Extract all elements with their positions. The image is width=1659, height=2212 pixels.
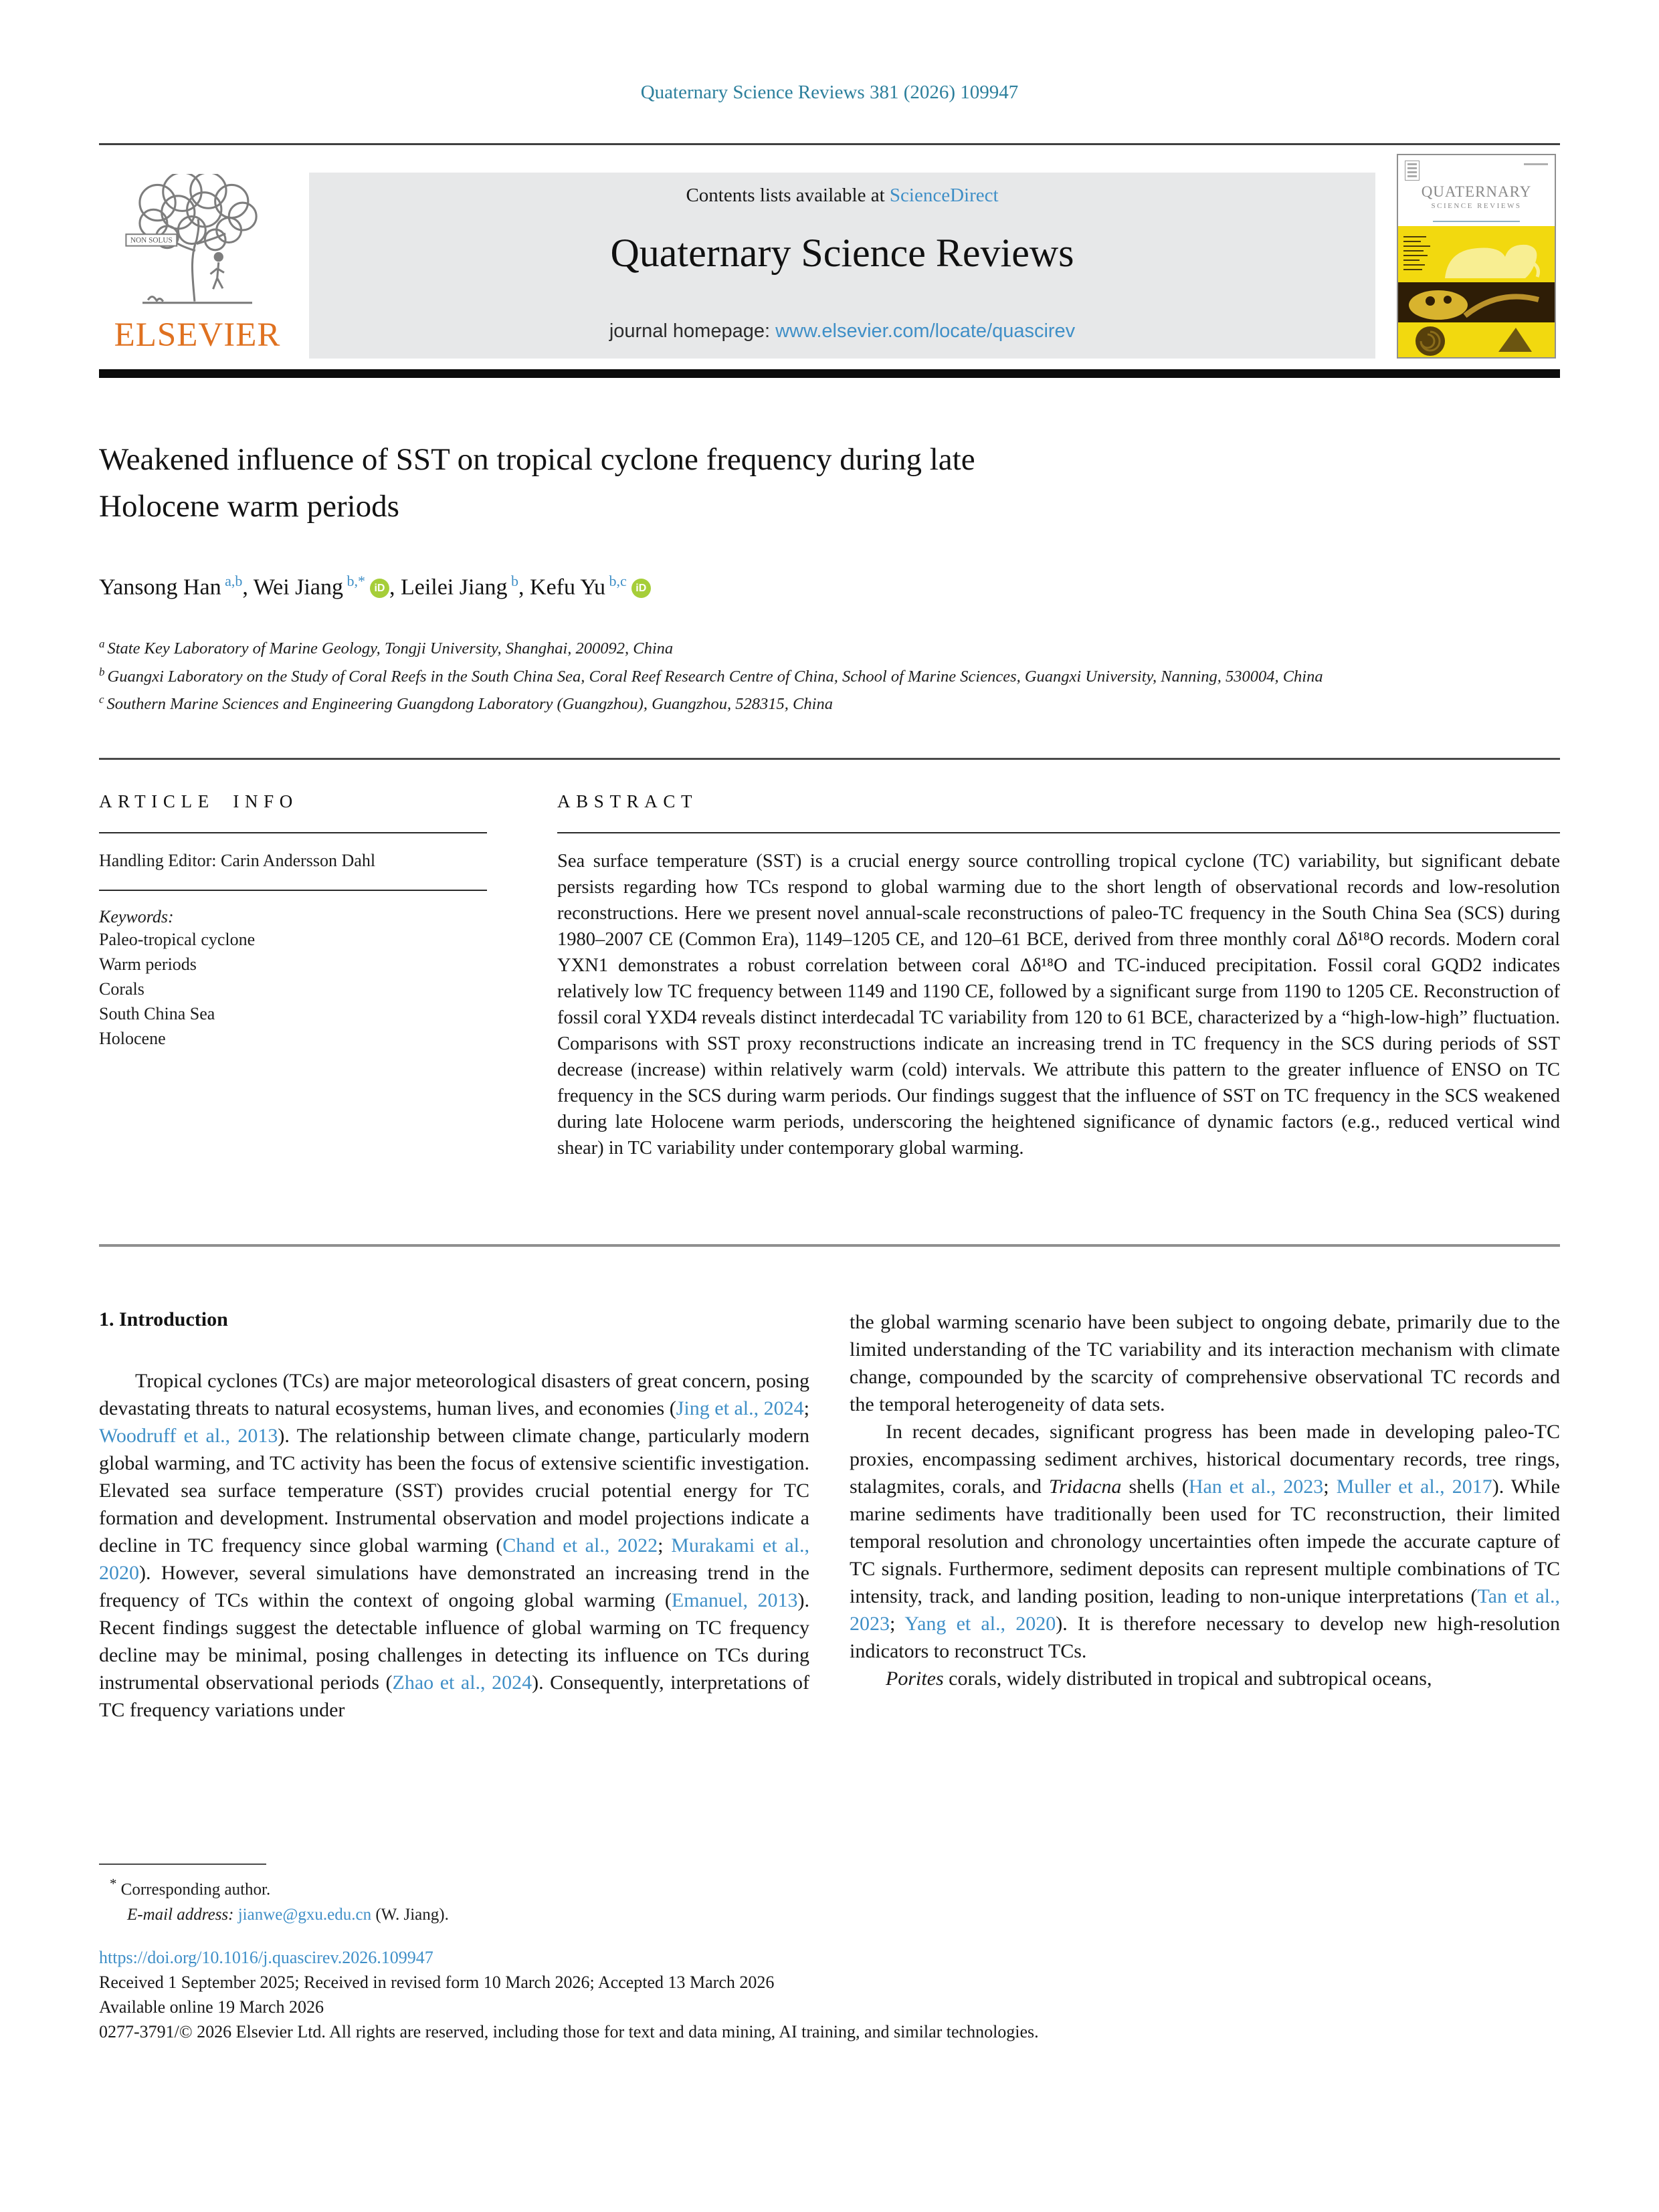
body-text: ). It is therefore necessary to develop new high-resolution indicators to reconstruct TCs. <box>850 1613 1560 1662</box>
body-text: ; <box>803 1397 810 1419</box>
cover-issn-line <box>1524 163 1548 165</box>
keyword-item: Paleo-tropical cyclone <box>99 930 256 949</box>
handling-editor: Handling Editor: Carin Andersson Dahl <box>99 851 376 870</box>
keywords-list <box>99 927 487 1051</box>
body-text: ). The relationship between climate change, particularly modern global warming, and TC activity has been the focus of extensive scientific investigation. Elevated sea surface temperature (SST) provides crucial potential energy for TC formation and development. Instrumental observation and model projections indicate a decline in TC frequency since global warming ( <box>99 1425 809 1556</box>
citation-link[interactable]: Murakami et al., 2020 <box>99 1534 809 1584</box>
body-text: ). Consequently, interpretations of TC frequency variations under <box>99 1672 809 1721</box>
corresponding-author-text: Corresponding author. <box>116 1880 271 1899</box>
homepage-line <box>309 320 1375 342</box>
citation-link[interactable]: Chand et al., 2022 <box>502 1534 658 1556</box>
elsevier-wordmark: ELSEVIER <box>114 316 281 354</box>
article-title-line1: Weakened influence of SST on tropical cyclone frequency during late <box>99 442 975 477</box>
author-name: Kefu Yu <box>530 575 606 600</box>
author-affiliation-superscript: a,b <box>221 573 243 589</box>
journal-title: Quaternary Science Reviews <box>610 231 1074 275</box>
italic-term: Tridacna <box>1049 1476 1122 1498</box>
citation-link[interactable]: Han et al., 2023 <box>1188 1476 1324 1498</box>
cover-tagline-line <box>1433 221 1520 222</box>
citation-link[interactable]: Jing et al., 2024 <box>676 1397 804 1419</box>
doi-link[interactable]: https://doi.org/10.1016/j.quascirev.2026.109947 <box>99 1948 433 1967</box>
intro-right-paragraphs <box>850 1308 1560 1692</box>
body-text: ; <box>890 1613 905 1635</box>
author-name: Leilei Jiang <box>400 575 508 600</box>
body-text: ). However, several simulations have demonstrated an increasing trend in the frequency of TCs within the context of ongoing global warming ( <box>99 1562 809 1611</box>
article-info-heading: ARTICLE INFO <box>99 791 298 811</box>
abstract-rule <box>557 832 1560 833</box>
body-text: shells ( <box>1121 1476 1189 1498</box>
article-info-column <box>99 791 487 1051</box>
keyword-item: South China Sea <box>99 1004 215 1023</box>
elsevier-tree-logo <box>114 174 281 311</box>
contents-line <box>309 185 1375 207</box>
intro-left-paragraphs <box>99 1367 809 1724</box>
elsevier-logo-block <box>100 174 294 355</box>
body-text: the global warming scenario have been subject to ongoing debate, primarily due to the limited understanding of the TC variability and its interaction mechanism with climate change, compounded by the scarcity of comprehensive observational TC records and the temporal heterogeneity of data sets. <box>850 1311 1560 1415</box>
homepage-link[interactable]: www.elsevier.com/locate/quascirev <box>775 320 1076 342</box>
affiliation-item: $^c$ Southern Marine Sciences and Engineering Guangdong Laboratory (Guangzhou), Guangzhou, 528315, China <box>99 693 833 714</box>
corresponding-author-footnote <box>99 1864 809 1924</box>
cover-top <box>1398 155 1555 226</box>
affiliation-superscript: c <box>99 693 104 706</box>
cover-yellow-band <box>1398 226 1555 282</box>
abstract-heading: ABSTRACT <box>557 791 698 811</box>
intro-paragraph <box>99 1367 809 1724</box>
cover-title <box>1398 183 1555 210</box>
non-solus-banner: NON SOLUS <box>130 236 173 245</box>
cover-skull-art <box>1398 282 1555 322</box>
available-online: Available online 19 March 2026 <box>99 1997 324 2017</box>
citation-link[interactable]: jianwe@gxu.edu.cn <box>237 1906 372 1924</box>
body-section-rule <box>99 1244 1560 1247</box>
contents-prefix: Contents lists available at <box>686 185 890 206</box>
footnote-rule <box>99 1864 266 1865</box>
cover-title-line2: SCIENCE REVIEWS <box>1431 202 1522 210</box>
corresponding-author-line <box>99 1876 809 1899</box>
affiliation-rule <box>99 758 1560 760</box>
body-text: ; <box>658 1534 672 1556</box>
affiliation-item: $^b$ Guangxi Laboratory on the Study of Coral Reefs in the South China Sea, Coral Reef Research Centre of China, School of Marine Sciences, Guangxi University, Nanning, 530004, China <box>99 665 1323 686</box>
keyword-item: Holocene <box>99 1029 166 1048</box>
keyword-item: Warm periods <box>99 954 197 974</box>
body-text: In recent decades, significant progress has been made in developing paleo-TC proxies, encompassing sediment archives, historical documentary records, tree rings, stalagmites, corals, and <box>850 1421 1560 1498</box>
body-column-right <box>850 1308 1560 1692</box>
email-address-line <box>99 1906 809 1924</box>
orcid-icon[interactable]: iD <box>370 579 389 598</box>
sciencedirect-link[interactable]: ScienceDirect <box>889 185 999 206</box>
italic-term: E-mail address: <box>127 1906 234 1924</box>
article-title-line2: Holocene warm periods <box>99 489 399 524</box>
body-column-left <box>99 1308 809 1724</box>
orcid-icon[interactable]: iD <box>631 579 651 598</box>
author-name: Yansong Han <box>99 575 221 600</box>
cover-editor-lines <box>1403 233 1430 270</box>
article-footer <box>99 1945 1560 2044</box>
intro-paragraph <box>850 1665 1560 1692</box>
body-text: ). While marine sediments have traditionally been used for TC reconstruction, their limited temporal resolution and chronology uncertainties often impede the accurate capture of TC signals. Furthermore, sediment deposits can represent multiple combinations of TC intensity, track, and landing position, leading to non-unique interpretations ( <box>850 1476 1561 1607</box>
cover-bottom-band <box>1398 322 1555 357</box>
cover-fossil-art <box>1398 322 1555 357</box>
intro-paragraph <box>850 1308 1560 1418</box>
journal-cover-thumbnail[interactable] <box>1397 154 1556 359</box>
intro-paragraph <box>850 1418 1560 1665</box>
affiliation-superscript: a <box>99 637 105 650</box>
received-dates: Received 1 September 2025; Received in revised form 10 March 2026; Accepted 13 March 2026 <box>99 1973 775 1992</box>
keyword-item: Corals <box>99 979 144 999</box>
masthead-divider-bar <box>99 369 1560 378</box>
keywords-rule <box>99 890 487 891</box>
copyright-line: 0277-3791/© 2026 Elsevier Ltd. All rights are reserved, including those for text and data mining, AI training, and similar technologies. <box>99 2022 1039 2041</box>
italic-term: Porites <box>886 1668 944 1690</box>
author-list: Yansong Han $^{a,b}$, Wei Jiang $^{b,*}$ iD , Leilei Jiang $^b$, Kefu Yu $^{b,c}$ iD <box>99 573 1504 600</box>
citation-link[interactable]: Woodruff et al., 2013 <box>99 1425 278 1447</box>
keywords-label: Keywords: <box>99 907 174 926</box>
body-text: corals, widely distributed in tropical and subtropical oceans, <box>943 1668 1432 1690</box>
citation-link[interactable]: Emanuel, 2013 <box>671 1589 798 1611</box>
cover-title-line1: QUATERNARY <box>1421 183 1532 200</box>
citation-link[interactable]: Muller et al., 2017 <box>1336 1476 1492 1498</box>
body-text: ). Recent findings suggest the detectable influence of global warming on TC frequency decline may be minimal, posing challenges in detecting its influence on TCs during instrumental observational periods ( <box>99 1589 809 1694</box>
masthead-box <box>309 173 1375 359</box>
article-title <box>99 436 1410 530</box>
running-head-citation: Quaternary Science Reviews 381 (2026) 109947 <box>640 82 1019 103</box>
citation-link[interactable]: Zhao et al., 2024 <box>392 1672 532 1694</box>
cover-elsevier-mini-logo <box>1405 161 1420 181</box>
affiliation-item: $^a$ State Key Laboratory of Marine Geology, Tongji University, Shanghai, 200092, China <box>99 637 674 658</box>
affiliation-list <box>99 633 1560 716</box>
body-text: Tropical cyclones (TCs) are major meteorological disasters of great concern, posing devastating threats to natural ecosystems, human lives, and economies ( <box>99 1370 809 1419</box>
body-text: ; <box>1323 1476 1337 1498</box>
author-affiliation-superscript: b,c <box>605 573 627 589</box>
author-affiliation-superscript: b,* <box>343 573 365 589</box>
section-heading-introduction: 1. Introduction <box>99 1308 228 1330</box>
article-info-rule <box>99 832 487 833</box>
header-rule <box>99 143 1560 145</box>
author-name: Wei Jiang <box>253 575 343 600</box>
cover-dark-band <box>1398 282 1555 322</box>
author-affiliation-superscript: b <box>507 573 519 589</box>
affiliation-superscript: b <box>99 665 105 678</box>
body-text: (W. Jiang). <box>371 1906 449 1924</box>
abstract-text: Sea surface temperature (SST) is a crucial energy source controlling tropical cyclone (TC) variability, but significant debate persists regarding how TCs respond to global warming due to the short length of observational records and low-resolution reconstructions. Here we present novel annual-scale reconstructions of paleo-TC frequency in the South China Sea (SCS) during 1980–2007 CE (Common Era), 1149–1205 CE, and 120–61 BCE, derived from three monthly coral Δδ¹⁸O records. Modern coral YXN1 demonstrates a robust correlation between coral Δδ¹⁸O and TC-induced precipitation. Fossil coral GQD2 indicates relatively low TC frequency between 1149 and 1190 CE, followed by a significant surge from 1190 to 1205 CE. Reconstruction of fossil coral YXD4 reveals distinct interdecadal TC variability from 120 to 61 BCE, characterized by a “high-low-high” fluctuation. Comparisons with SST proxy reconstructions indicate an increasing trend in TC frequency in the SCS during periods of SST decrease (increase) within relatively warm (cold) intervals. We attribute this pattern to the greater influence of ENSO on TC frequency in the SCS during warm periods. Our findings suggest that the influence of SST on TC frequency in the SCS weakened during late Holocene warm periods, underscoring the heightened significance of dynamic factors (e.g., reduced vertical wind shear) in TC variability under contemporary global warming. <box>557 851 1560 1159</box>
citation-link[interactable]: Tan et al., 2023 <box>850 1585 1560 1635</box>
footnote-marker: * <box>110 1876 117 1892</box>
homepage-prefix: journal homepage: <box>609 320 776 342</box>
abstract-column <box>557 791 1560 1181</box>
citation-link[interactable]: Yang et al., 2020 <box>904 1613 1056 1635</box>
